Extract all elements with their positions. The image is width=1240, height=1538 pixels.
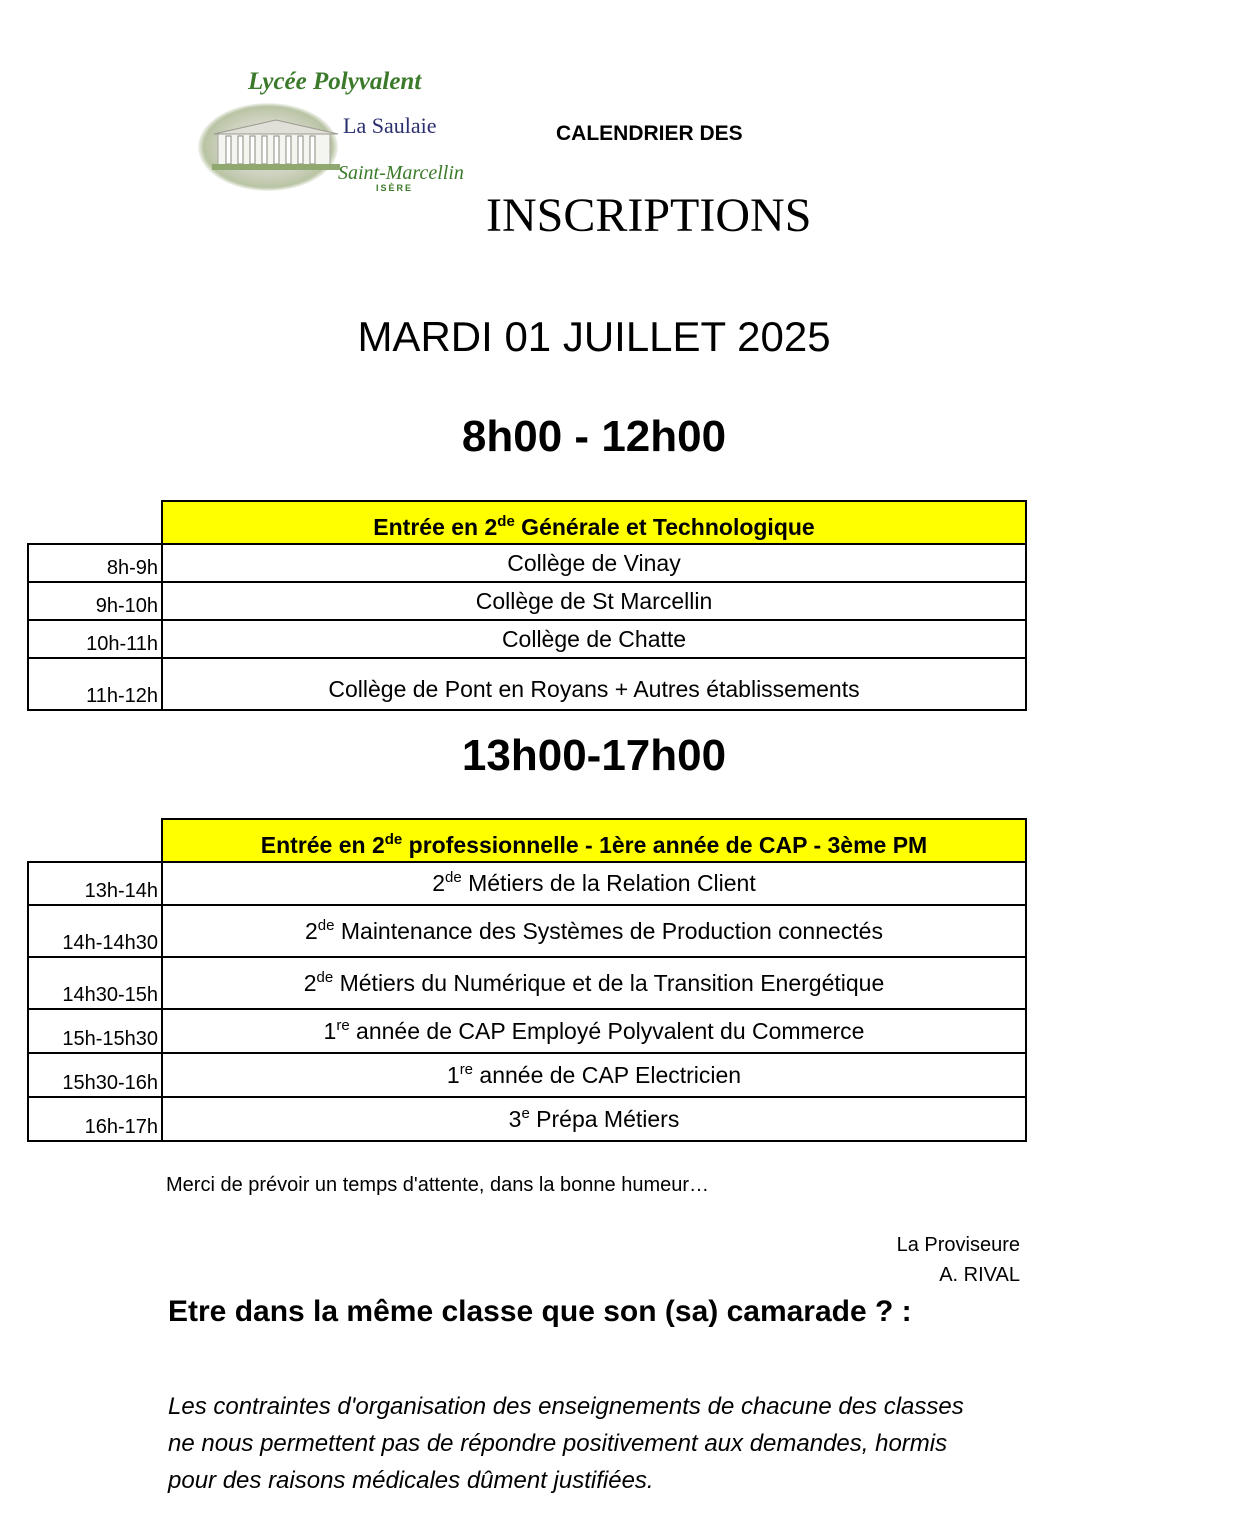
table-row xyxy=(28,582,1026,620)
morning-slot-title: 8h00 - 12h00 xyxy=(461,412,727,461)
morning-table-header: Entrée en 2de Générale et Technologique xyxy=(162,501,1026,544)
logo-building-image xyxy=(212,112,340,170)
time-cell: 10h-11h xyxy=(28,620,162,658)
table-row xyxy=(28,1053,1026,1097)
table-row xyxy=(28,620,1026,658)
logo-school-name: La Saulaie xyxy=(343,113,437,138)
school-cell: Collège de Chatte xyxy=(162,620,1026,658)
table-row xyxy=(28,957,1026,1009)
waiting-time-note: Merci de prévoir un temps d'attente, dans la bonne humeur… xyxy=(166,1174,710,1196)
program-cell: 3e Prépa Métiers xyxy=(162,1097,1026,1141)
time-cell: 11h-12h xyxy=(28,658,162,710)
time-cell: 14h-14h30 xyxy=(28,905,162,957)
program-cell: 1re année de CAP Employé Polyvalent du Commerce xyxy=(162,1009,1026,1053)
table-row xyxy=(28,658,1026,710)
program-cell: 2de Métiers du Numérique et de la Transition Energétique xyxy=(162,957,1026,1009)
time-cell: 9h-10h xyxy=(28,582,162,620)
same-class-answer: Les contraintes d'organisation des enseignements de chacune des classes ne nous permettent pas de répondre positivement aux demandes, hormis pour des raisons médicales dûment justifiées. xyxy=(168,1393,964,1494)
afternoon-table-header: Entrée en 2de professionnelle - 1ère année de CAP - 3ème PM xyxy=(162,819,1026,862)
afternoon-schedule-table xyxy=(27,818,1027,1142)
time-cell: 8h-9h xyxy=(28,544,162,582)
time-cell: 15h30-16h xyxy=(28,1053,162,1097)
morning-schedule-table xyxy=(27,500,1027,711)
table-row xyxy=(28,544,1026,582)
program-cell: 2de Métiers de la Relation Client xyxy=(162,862,1026,905)
program-cell: 2de Maintenance des Systèmes de Production connectés xyxy=(162,905,1026,957)
time-cell: 13h-14h xyxy=(28,862,162,905)
program-cell: 1re année de CAP Electricien xyxy=(162,1053,1026,1097)
logo-department: ISÈRE xyxy=(376,183,414,193)
school-cell: Collège de Pont en Royans + Autres établissements xyxy=(162,658,1026,710)
time-cell: 16h-17h xyxy=(28,1097,162,1141)
same-class-question: Etre dans la même classe que son (sa) camarade ? : xyxy=(168,1295,912,1328)
school-cell: Collège de St Marcellin xyxy=(162,582,1026,620)
time-cell: 15h-15h30 xyxy=(28,1009,162,1053)
event-date: MARDI 01 JUILLET 2025 xyxy=(357,313,831,360)
table-header-row xyxy=(28,819,1026,862)
signature-name: A. RIVAL xyxy=(939,1264,1020,1286)
table-row xyxy=(28,905,1026,957)
table-header-row xyxy=(28,501,1026,544)
signature-title: La Proviseure xyxy=(896,1234,1020,1256)
afternoon-slot-title: 13h00-17h00 xyxy=(461,731,727,780)
logo-town: Saint-Marcellin xyxy=(338,162,464,184)
time-cell: 14h30-15h xyxy=(28,957,162,1009)
table-row xyxy=(28,862,1026,905)
table-row xyxy=(28,1097,1026,1141)
calendar-title: CALENDRIER DES xyxy=(556,122,743,145)
table-row xyxy=(28,1009,1026,1053)
inscriptions-title: INSCRIPTIONS xyxy=(486,189,812,242)
school-cell: Collège de Vinay xyxy=(162,544,1026,582)
logo-title: Lycée Polyvalent xyxy=(248,68,422,95)
